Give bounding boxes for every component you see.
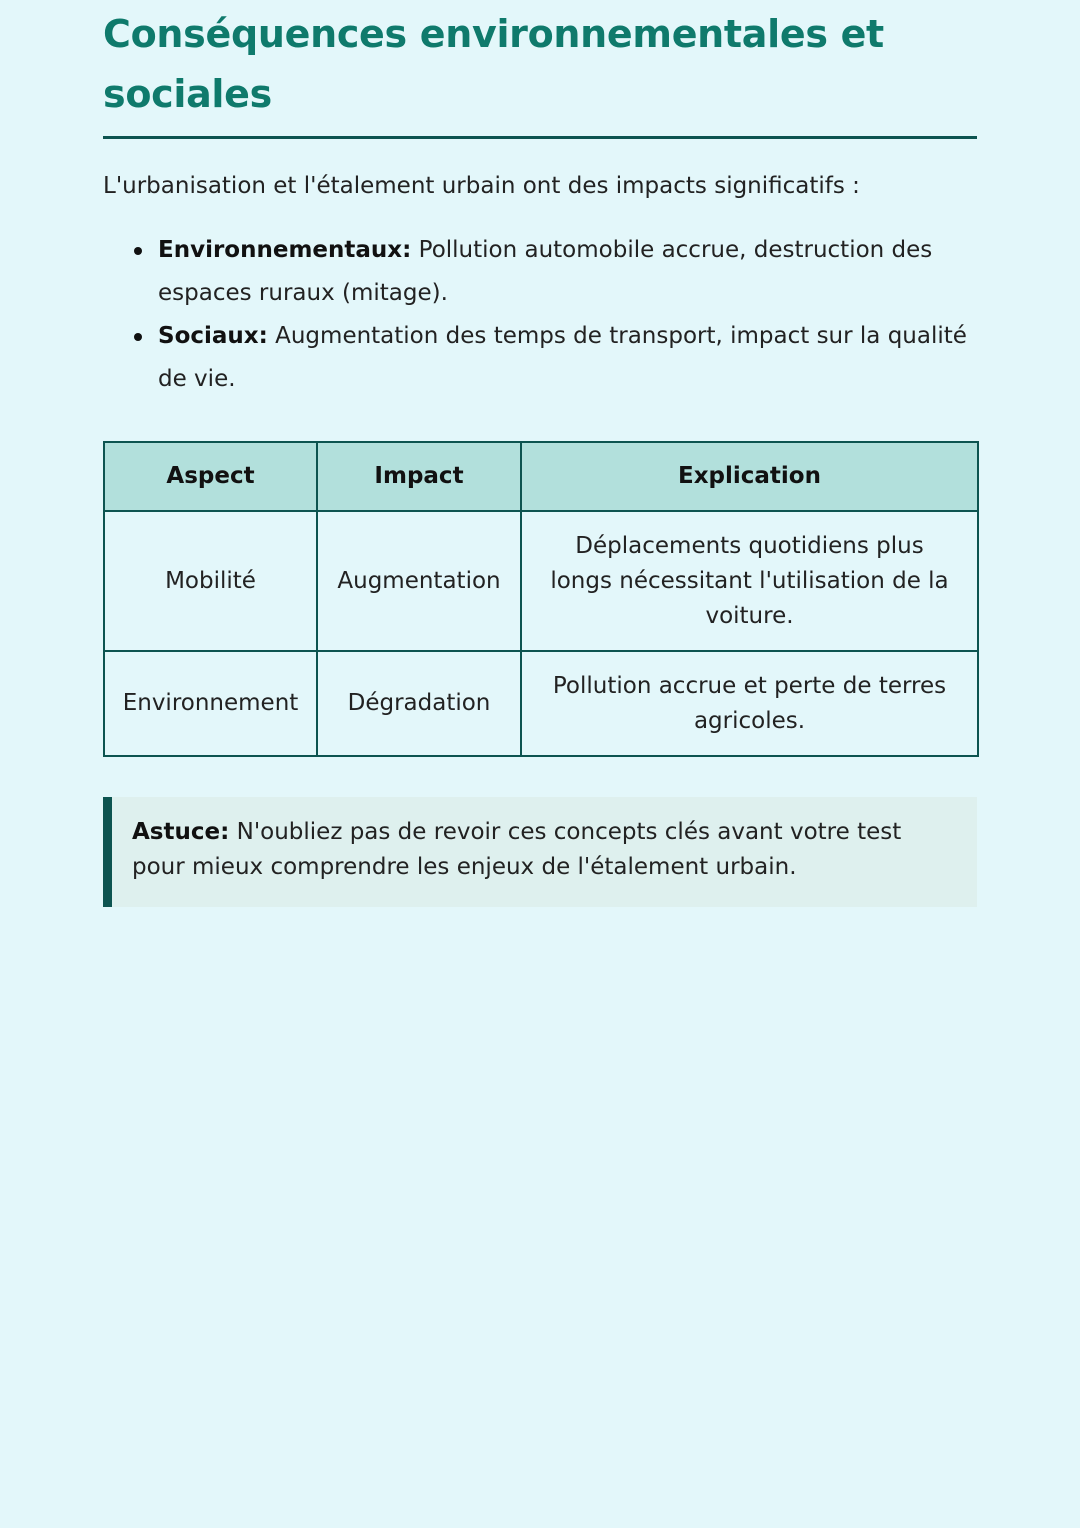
list-item-social [158, 315, 977, 401]
intro-paragraph: L'urbanisation et l'étalement urbain ont des impacts significatifs : [103, 173, 860, 199]
tip-text: N'oubliez pas de revoir ces concepts clés avant votre test pour mieux comprendre les enjeux de l'étalement urbain. [132, 819, 902, 880]
tip-label: Astuce: [132, 819, 230, 845]
list-item-label: Sociaux: [158, 323, 268, 349]
table-header-row [104, 442, 978, 511]
cell-explication: Pollution accrue et perte de terres agricoles. [521, 651, 978, 756]
list-item-text: Pollution automobile accrue, destruction des espaces ruraux (mitage). [158, 237, 933, 306]
impact-list [103, 229, 977, 401]
cell-explication: Déplacements quotidiens plus longs nécessitant l'utilisation de la voiture. [521, 511, 978, 651]
cell-impact: Augmentation [317, 511, 521, 651]
header-impact: Impact [317, 442, 521, 511]
table-row [104, 511, 978, 651]
header-explication: Explication [521, 442, 978, 511]
list-item-text: Augmentation des temps de transport, impact sur la qualité de vie. [158, 323, 967, 392]
cell-impact: Dégradation [317, 651, 521, 756]
header-aspect: Aspect [104, 442, 317, 511]
cell-aspect: Environnement [104, 651, 317, 756]
impacts-table-container [103, 441, 977, 757]
cell-aspect: Mobilité [104, 511, 317, 651]
list-item-environmental [158, 229, 977, 315]
list-item-label: Environnementaux: [158, 237, 412, 263]
table-row [104, 651, 978, 756]
page-title: Conséquences environnementales et sociales [103, 4, 977, 139]
tip-callout [103, 797, 977, 907]
content [103, 0, 977, 907]
impacts-table [103, 441, 979, 757]
